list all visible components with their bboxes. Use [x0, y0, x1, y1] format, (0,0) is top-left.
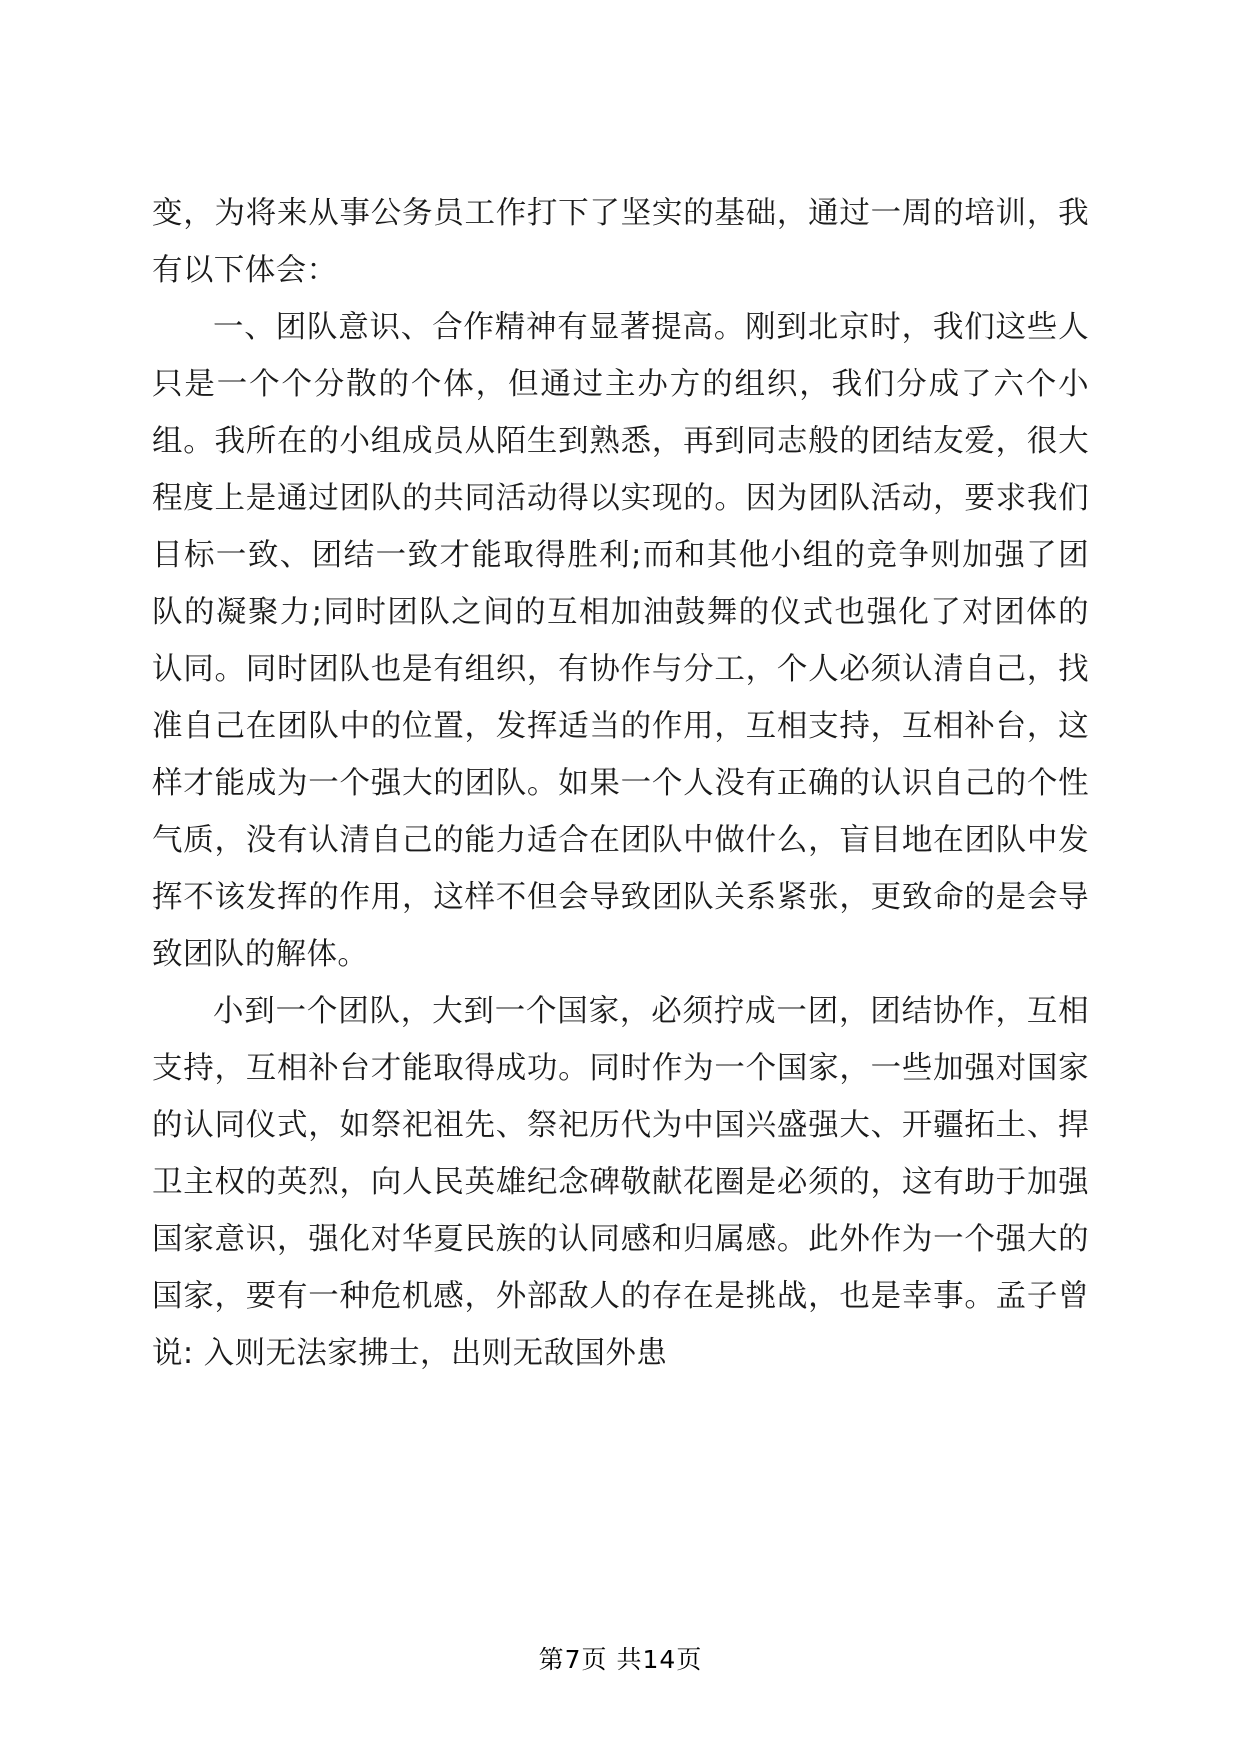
- document-body: [152, 185, 1089, 1382]
- page-footer: 第7页 共14页: [538, 1645, 703, 1674]
- paragraph-team-nation: 小到一个团队，大到一个国家，必须拧成一团，团结协作，互相支持，互相补台才能取得成功。同时作为一个国家，一些加强对国家的认同仪式，如祭祀祖先、祭祀历代为中国兴盛强大、开疆拓土、捍卫主权的英烈，向人民英雄纪念碑敬献花圈是必须的，这有助于加强国家意识，强化对华夏民族的认同感和归属感。此外作为一个强大的国家，要有一种危机感，外部敌人的存在是挑战，也是幸事。孟子曾说: 入则无法家拂士，出则无敌国外患: [152, 994, 1089, 1371]
- paragraph-section-one: 一、团队意识、合作精神有显著提高。刚到北京时，我们这些人只是一个个分散的个体，但通过主办方的组织，我们分成了六个小组。我所在的小组成员从陌生到熟悉，再到同志般的团结友爱，很大程度上是通过团队的共同活动得以实现的。因为团队活动，要求我们目标一致、团结一致才能取得胜利;而和其他小组的竞争则加强了团队的凝聚力;同时团队之间的互相加油鼓舞的仪式也强化了对团体的认同。同时团队也是有组织，有协作与分工，个人必须认清自己，找准自己在团队中的位置，发挥适当的作用，互相支持，互相补台，这样才能成为一个强大的团队。如果一个人没有正确的认识自己的个性气质，没有认清自己的能力适合在团队中做什么，盲目地在团队中发挥不该发挥的作用，这样不但会导致团队关系紧张，更致命的是会导致团队的解体。: [152, 310, 1089, 972]
- paragraph-continuation: 变，为将来从事公务员工作打下了坚实的基础，通过一周的培训，我有以下体会：: [152, 196, 1089, 288]
